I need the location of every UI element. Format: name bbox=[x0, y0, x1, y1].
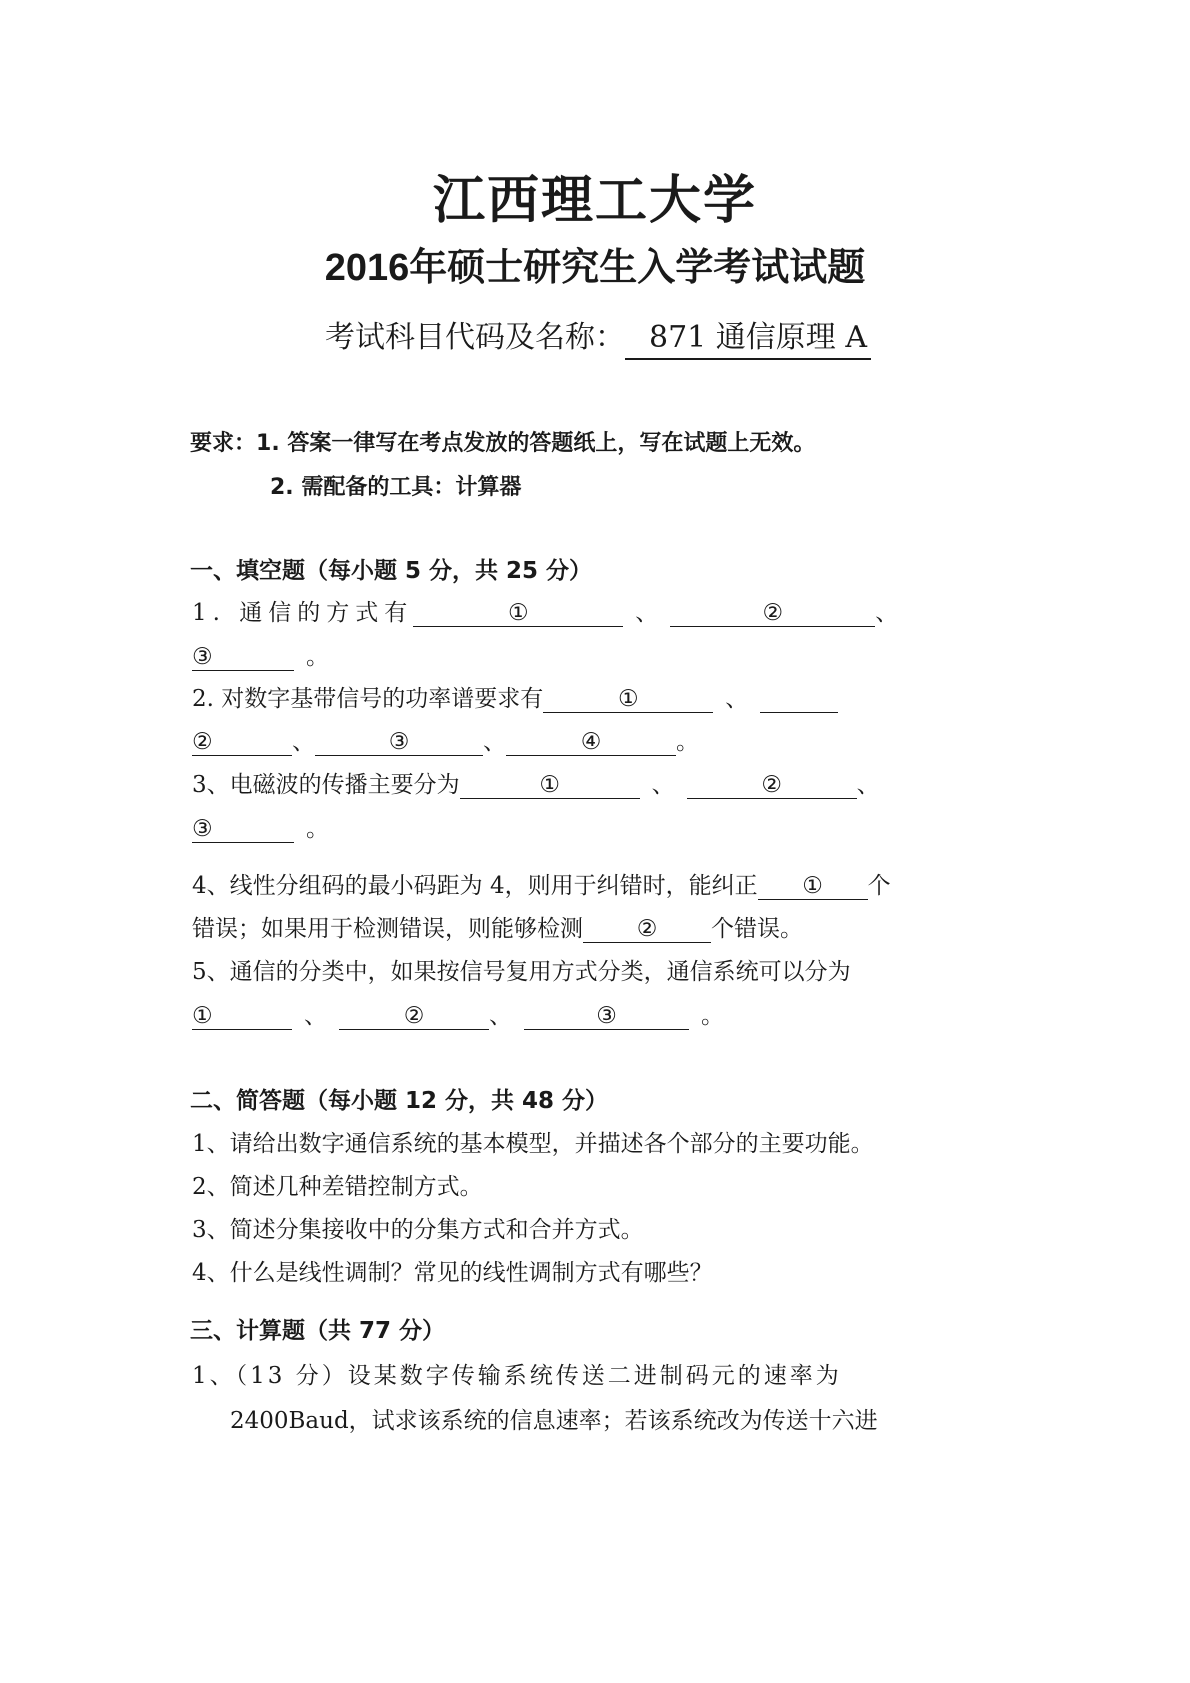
q1-4-text-c: 错误；如果用于检测错误，则能够检测 bbox=[192, 916, 583, 942]
exam-year: 2016 bbox=[324, 247, 410, 289]
requirements-line-1 bbox=[190, 426, 815, 457]
exam-title bbox=[0, 236, 1190, 291]
sep: 、 bbox=[304, 1003, 327, 1029]
sep: 、 bbox=[725, 686, 749, 712]
blank-3: ③ bbox=[524, 1004, 689, 1030]
blank-3: ③ bbox=[315, 730, 483, 756]
section-3-title: 三、计算题（共 77 分） bbox=[190, 1318, 446, 1344]
sep: 、 bbox=[635, 600, 659, 626]
sep: 、 bbox=[875, 600, 899, 626]
blank-2: ② bbox=[583, 917, 711, 943]
sep: 、 bbox=[483, 729, 506, 755]
requirements-label: 要求： bbox=[190, 431, 257, 456]
question-3-1-line-1: 1、（13 分）设某数字传输系统传送二进制码元的速率为 bbox=[192, 1363, 842, 1389]
subject-label: 考试科目代码及名称： bbox=[325, 320, 625, 355]
subject-line bbox=[325, 312, 871, 360]
question-1-1-cont bbox=[192, 638, 329, 671]
q1-4-text-a: 4、线性分组码的最小码距为 4，则用于纠错时，能纠正 bbox=[192, 873, 758, 899]
question-2-2: 2、简述几种差错控制方式。 bbox=[192, 1174, 483, 1200]
section-2-title: 二、简答题（每小题 12 分，共 48 分） bbox=[190, 1088, 609, 1114]
sep: 、 bbox=[489, 1003, 512, 1029]
blank-2: ② bbox=[192, 730, 292, 756]
question-1-2-cont bbox=[192, 723, 699, 756]
requirement-item-2: 2. 需配备的工具：计算器 bbox=[270, 475, 522, 500]
exam-title-text: 年硕士研究生入学考试试题 bbox=[409, 244, 866, 289]
blank-2: ② bbox=[687, 773, 857, 799]
blank-1: ① bbox=[758, 874, 868, 900]
question-2-1: 1、请给出数字通信系统的基本模型，并描述各个部分的主要功能。 bbox=[192, 1131, 874, 1157]
sep: 。 bbox=[701, 1003, 724, 1029]
blank-2: ② bbox=[339, 1004, 489, 1030]
question-1-4-cont bbox=[192, 910, 803, 943]
blank-1: ① bbox=[543, 687, 713, 713]
question-1-5: 5、通信的分类中，如果按信号复用方式分类，通信系统可以分为 bbox=[192, 959, 851, 985]
q1-3-text: 3、电磁波的传播主要分为 bbox=[192, 772, 460, 798]
question-1-4 bbox=[192, 867, 891, 900]
sep: 、 bbox=[292, 729, 315, 755]
question-1-3 bbox=[192, 766, 880, 799]
question-2-3: 3、简述分集接收中的分集方式和合并方式。 bbox=[192, 1217, 644, 1243]
section-1-title: 一、填空题（每小题 5 分，共 25 分） bbox=[190, 558, 593, 584]
blank-1: ① bbox=[192, 1004, 292, 1030]
sep: 、 bbox=[651, 772, 675, 798]
blank-continuation bbox=[760, 686, 838, 713]
blank-3: ③ bbox=[192, 645, 294, 671]
blank-1: ① bbox=[460, 773, 640, 799]
q1-4-text-d: 个错误。 bbox=[711, 916, 803, 942]
requirement-item-1: 1. 答案一律写在考点发放的答题纸上，写在试题上无效。 bbox=[256, 431, 816, 456]
sep: 。 bbox=[306, 816, 329, 842]
sep: 。 bbox=[306, 644, 329, 670]
question-1-2 bbox=[192, 680, 838, 713]
university-name: 江西理工大学 bbox=[432, 170, 757, 231]
question-1-3-cont bbox=[192, 810, 329, 843]
q1-2-text: 2. 对数字基带信号的功率谱要求有 bbox=[192, 686, 544, 712]
blank-3: ③ bbox=[192, 817, 294, 843]
blank-4: ④ bbox=[506, 730, 676, 756]
subject-value: 871 通信原理 A bbox=[625, 312, 871, 360]
question-1-1 bbox=[192, 594, 898, 627]
q1-1-text: 1. 通信的方式有 bbox=[192, 600, 414, 626]
q1-4-text-b: 个 bbox=[867, 873, 891, 899]
sep: 、 bbox=[856, 772, 880, 798]
sep: 。 bbox=[676, 729, 699, 755]
blank-1: ① bbox=[413, 601, 623, 627]
question-2-4: 4、什么是线性调制？常见的线性调制方式有哪些？ bbox=[192, 1260, 713, 1286]
question-1-5-cont bbox=[192, 997, 724, 1030]
question-3-1-line-2: 2400Baud，试求该系统的信息速率；若该系统改为传送十六进 bbox=[230, 1408, 878, 1434]
blank-2: ② bbox=[670, 601, 875, 627]
